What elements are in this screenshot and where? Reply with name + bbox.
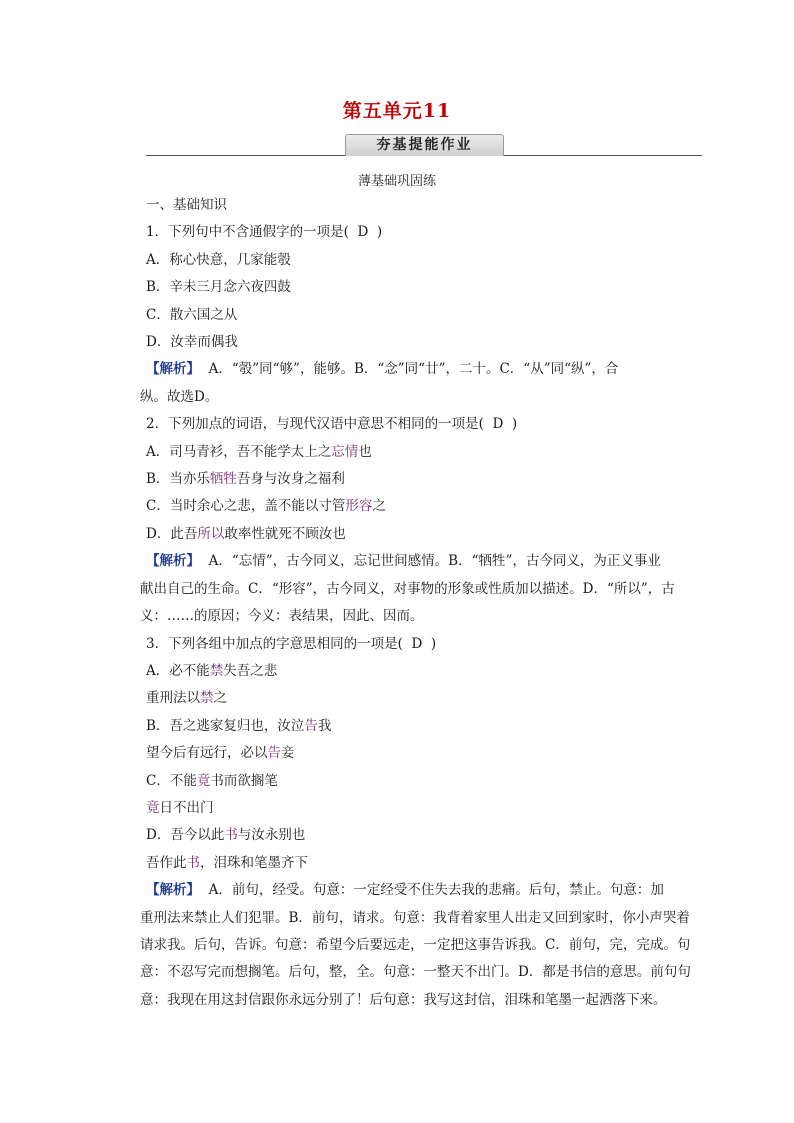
question-2-close: ) [511,416,518,433]
option-text: 与汝永别也 [237,827,306,844]
q3-option-c-line1 [146,768,678,795]
explanation-tag: 【解析】 [146,361,200,378]
q1-explanation-line2: 纵。故选D。 [140,388,219,405]
q1-option-b: B．辛未三月念六夜四鼓 [146,279,291,296]
dotted-char: 竟 [196,772,211,789]
option-text: 望今后有远行，必以 [146,745,268,762]
option-text: 妾 [281,745,295,762]
section-banner: 夯基提能作业 [345,134,504,156]
option-text: 吾作此 [146,854,187,871]
q3-explanation-line5: 意：我现在用这封信跟你永远分别了！后句意：我写这封信，泪珠和笔墨一起洒落下来。 [140,991,667,1008]
question-2-stem [146,411,678,438]
exercise-body [140,192,691,1014]
question-3-close: ) [430,635,437,652]
dotted-char: 告 [304,717,318,734]
option-text: 吾身与汝身之福利 [236,471,345,488]
q3-option-b-line2 [146,740,678,767]
dotted-word: 牺牲 [209,471,237,488]
question-2-text: 2．下列加点的词语，与现代汉语中意思不相同的一项是( [146,416,484,433]
option-text: 重刑法以 [146,690,200,707]
q3-explanation-line3: 请求我。后句，告诉。句意：希望今后要远走，一定把这事告诉我。C．前句，完，完成。句 [140,936,691,953]
question-1-stem [146,219,678,246]
option-text: D．吾今以此 [146,827,225,844]
question-1-text: 1．下列句中不含通假字的一项是( [146,224,349,241]
dotted-char: 禁 [209,662,224,679]
q2-option-c [146,493,678,520]
question-1-close: ) [376,224,383,241]
option-text: A．司马青衫，吾不能学太上之 [146,443,332,460]
q1-explanation [146,356,678,383]
section-heading: 一、基础知识 [146,197,227,213]
q2-explanation-line2: 献出自己的生命。C．“形容”，古今同义，对事物的形象或性质加以描述。D．“所以”，古 [140,580,675,597]
q1-option-a: A．称心快意，几家能彀 [146,251,291,268]
q1-explanation-line1: A．“彀”同“够”，能够。B．“念”同“廿”，二十。C．“从”同“纵”，合 [208,361,619,378]
dotted-char: 书 [186,854,200,871]
dotted-word: 形容 [345,498,373,515]
question-3-stem [146,631,678,658]
q3-explanation-line1: A．前句，经受。句意：一定经受不住失去我的悲痛。后句，禁止。句意：加 [208,882,664,899]
q2-option-b [146,466,678,493]
q2-explanation-line1: A．“忘情”，古今同义，忘记世间感情。B．“牺牲”，古今同义，为正义事业 [208,553,661,570]
option-text: ，泪珠和笔墨齐下 [200,854,308,871]
q3-explanation-line4: 意：不忍写完而想搁笔。后句，整，全。句意：一整天不出门。D．都是书信的意思。前句句 [140,964,691,981]
q2-option-d [146,521,678,548]
option-text: 失吾之悲 [223,662,278,679]
q3-option-d-line2 [146,850,678,877]
option-text: D．此吾 [146,525,198,542]
q1-option-d: D．汝幸而偶我 [146,334,238,351]
option-text: 也 [358,443,372,460]
subheading: 薄基础巩固练 [357,174,436,189]
q3-option-c-line2 [146,795,678,822]
dotted-char: 竟 [146,799,160,816]
option-text: C．不能 [146,772,197,789]
q3-option-a-line2 [146,685,678,712]
q1-option-c: C．散六国之从 [146,306,238,323]
option-text: 之 [372,498,386,515]
option-text: 日不出门 [159,799,214,816]
option-text: C．当时余心之悲，盖不能以寸管 [146,498,346,515]
page-title: 第五单元11 [342,100,452,122]
dotted-char: 告 [267,745,281,762]
q2-explanation [146,548,678,575]
option-text: B．吾之逃家复归也，汝泣 [146,717,305,734]
question-3-answer: D [411,635,423,652]
q2-explanation-line3: 义：……的原因；今义：表结果，因此、因而。 [140,608,424,625]
explanation-tag: 【解析】 [146,882,200,899]
option-text: 敢率性就死不顾汝也 [224,525,346,542]
dotted-char: 书 [224,827,238,844]
option-text: 我 [317,717,332,734]
dotted-word: 所以 [197,525,225,542]
q2-option-a [146,439,678,466]
option-text: A．必不能 [146,662,210,679]
explanation-tag: 【解析】 [146,553,200,570]
q3-option-b-line1 [146,713,678,740]
option-text: B．当亦乐 [146,471,210,488]
option-text: 书而欲搁笔 [210,772,278,789]
option-text: 之 [213,690,227,707]
q3-option-d-line1 [146,822,678,849]
dotted-word: 忘情 [331,443,359,460]
q3-explanation [146,877,678,904]
dotted-char: 禁 [200,690,214,707]
question-1-answer: D [357,224,369,241]
q3-option-a-line1 [146,658,678,685]
q3-explanation-line2: 重刑法来禁止人们犯罪。B．前句，请求。句意：我背着家里人出走又回到家时，你小声哭着 [140,909,690,926]
question-3-text: 3．下列各组中加点的字意思相同的一项是( [146,635,403,652]
question-2-answer: D [492,416,504,433]
